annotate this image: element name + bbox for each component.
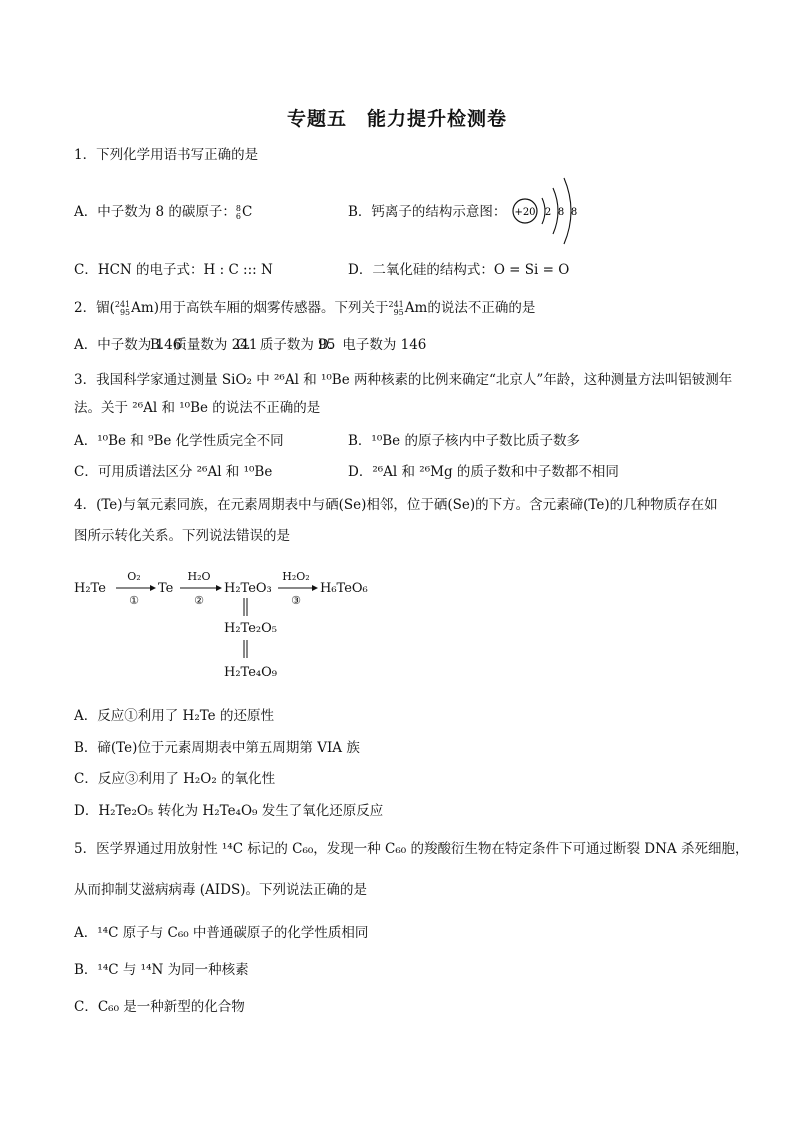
scheme-step-3: ③ [291, 594, 301, 607]
q5-stem-line2: 从而抑制艾滋病病毒 (AIDS)。下列说法正确的是 [74, 882, 367, 898]
q1-isotope-number: 6 [235, 211, 242, 221]
scheme-h2teo3: H₂TeO₃ [224, 581, 272, 596]
q2-iso-mass-b: 241 [388, 299, 404, 309]
q1-option-d: D．二氧化硅的结构式：O = Si = O [348, 262, 570, 278]
q5-stem-line1: 5．医学界通过用放射性 ¹⁴C 标记的 C₆₀，发现一种 C₆₀ 的羧酸衍生物在特定条件下可通过断裂 DNA 杀死细胞， [74, 841, 749, 857]
scheme-h2te2o5: H₂Te₂O₅ [224, 621, 277, 636]
ion-shell-2: 8 [557, 207, 565, 218]
ion-shell-3: 8 [570, 207, 578, 218]
scheme-h2te: H₂Te [74, 581, 106, 596]
q1-option-a-text: A．中子数为 8 的碳原子： [74, 204, 236, 220]
scheme-reagent-1: O₂ [127, 570, 141, 583]
q2-stem [74, 299, 535, 317]
scheme-te: Te [158, 581, 174, 596]
q2-option-c: C．质子数为 95 [236, 337, 336, 353]
q2-iso-sym-b: Am [404, 300, 428, 316]
q3-option-b: B．¹⁰Be 的原子核内中子数比质子数多 [348, 433, 580, 449]
q2-isotope-b [388, 301, 403, 317]
q4-stem-line2: 图所示转化关系。下列说法错误的是 [74, 528, 290, 544]
q2-stem-pre: 2．镅( [74, 300, 115, 316]
q1-stem: 1．下列化学用语书写正确的是 [74, 147, 259, 163]
q2-iso-mass-a: 241 [114, 299, 131, 309]
q2-iso-num-b: 95 [393, 307, 404, 317]
q5-option-b: B．¹⁴C 与 ¹⁴N 为同一种核素 [74, 962, 249, 978]
q3-option-d: D．²⁶Al 和 ²⁶Mg 的质子数和中子数都不相同 [348, 464, 619, 480]
q1-option-c: C．HCN 的电子式：H : C ::: N [74, 262, 273, 278]
q1-option-b [348, 203, 506, 221]
scheme-step-1: ① [129, 594, 139, 607]
q2-option-d: D．电子数为 146 [318, 337, 427, 353]
q2-iso-sym-a: Am [131, 300, 154, 316]
q4-stem-line1: 4．(Te)与氧元素同族，在元素周期表中与硒(Se)相邻，位于硒(Se)的下方。含元素碲(Te)的几种物质存在如 [74, 497, 718, 513]
q1-isotope-symbol: C [242, 204, 253, 220]
page-title: 专题五 能力提升检测卷 [286, 108, 507, 130]
scheme-h6teo6: H₆TeO₆ [320, 581, 368, 596]
q3-option-c: C．可用质谱法区分 ²⁶Al 和 ¹⁰Be [74, 464, 273, 480]
q3-stem-line2: 法。关于 ²⁶Al 和 ¹⁰Be 的说法不正确的是 [74, 400, 321, 416]
scheme-arrow-2-head [216, 585, 222, 591]
q4-option-b: B．碲(Te)位于元素周期表中第五周期第 VIA 族 [74, 740, 360, 756]
q1-option-b-text: B．钙离子的结构示意图： [348, 204, 507, 220]
scheme-reagent-2: H₂O [187, 570, 211, 583]
calcium-ion-diagram [508, 176, 588, 246]
scheme-arrow-1-head [150, 585, 156, 591]
scheme-reagent-3: H₂O₂ [282, 570, 310, 583]
q1-isotope [236, 205, 241, 221]
q4-option-d: D．H₂Te₂O₅ 转化为 H₂Te₄O₉ 发生了氧化还原反应 [74, 803, 384, 819]
ion-nucleus-charge: +20 [514, 207, 536, 218]
q5-option-a: A．¹⁴C 原子与 C₆₀ 中普通碳原子的化学性质相同 [74, 925, 369, 941]
q2-isotope-a [115, 301, 130, 317]
scheme-step-2: ② [194, 594, 204, 607]
q4-option-c: C．反应③利用了 H₂O₂ 的氧化性 [74, 771, 276, 787]
q5-option-c: C．C₆₀ 是一种新型的化合物 [74, 999, 245, 1015]
tellurium-conversion-scheme [74, 560, 394, 690]
q2-stem-post: 的说法不正确的是 [427, 300, 536, 316]
q3-stem-line1: 3．我国科学家通过测量 SiO₂ 中 ²⁶Al 和 ¹⁰Be 两种核素的比例来确定“北京人”年龄，这种测量方法叫铝铍测年 [74, 372, 733, 388]
q1-isotope-mass: 8 [235, 203, 242, 213]
q4-option-a: A．反应①利用了 H₂Te 的还原性 [74, 708, 274, 724]
ion-shell-1: 2 [544, 207, 552, 218]
scheme-h2te4o9: H₂Te₄O₉ [224, 665, 277, 680]
q3-option-a: A．¹⁰Be 和 ⁹Be 化学性质完全不同 [74, 433, 284, 449]
q2-iso-num-a: 95 [119, 307, 131, 317]
q1-option-a [74, 203, 252, 221]
scheme-arrow-3-head [312, 585, 318, 591]
q2-option-a: A．中子数为 146 [74, 337, 182, 353]
q2-stem-mid: )用于高铁车厢的烟雾传感器。下列关于 [153, 300, 389, 316]
q2-option-b: B．质量数为 241 [150, 337, 258, 353]
